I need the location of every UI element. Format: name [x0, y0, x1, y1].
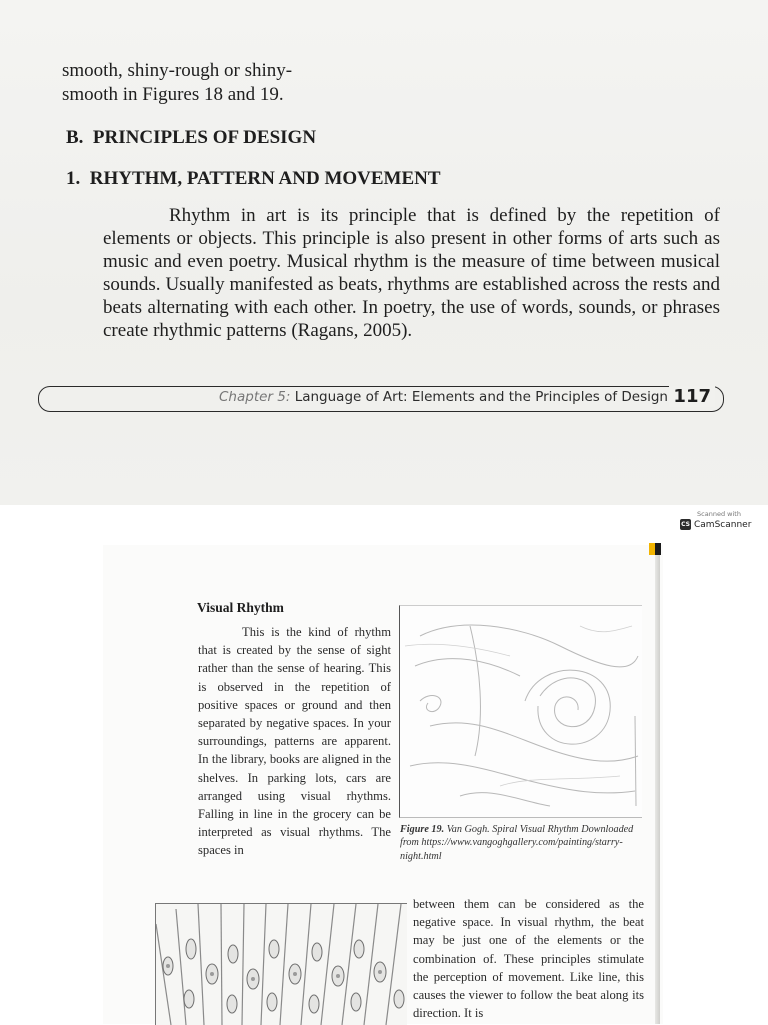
page-edge [655, 545, 660, 1024]
rhythm-paragraph-text: Rhythm in art is its principle that is defined by the repetition of elements or objects. This principle is also present in other forms of arts such as music and even poetry. Musical rhythm is the measure of time between musical sounds. Usually manifested as beats, rhythms are established across the rests and beats alternating with each other. In poetry, the use of words, sounds, or phrases create rhythmic patterns (Ragans, 2005). [103, 205, 720, 341]
camscanner-name: CamScanner [694, 519, 752, 530]
repeating-pattern-image [155, 903, 407, 1025]
figure-caption-label: Figure 19. [400, 824, 445, 835]
section-heading: B. PRINCIPLES OF DESIGN [66, 127, 317, 148]
figure-caption [400, 823, 648, 863]
visual-rhythm-right-column: between them can be considered as the negative space. In visual rhythm, the beat may be just one of the elements or the combination of. These principles stimulate the perception of movement. Like line, this causes the viewer to follow the beat along its direction. It is [413, 897, 644, 1021]
page-tab-mark-dark [655, 543, 661, 555]
camscanner-logo-icon: CS [681, 521, 690, 528]
subsection-heading: 1. RHYTHM, PATTERN AND MOVEMENT [66, 168, 441, 189]
left-column-text: This is the kind of rhythm that is created by the sense of sight rather than the sense of hearing. This is observed in the repetition of positive spaces or ground and then separated by negative spaces. In your surroundings, patterns are apparent. In the library, books are aligned in the shelves. In parking lots, cars are arranged using visual rhythms. Falling in line in the grocery can be interpreted as visual rhythms. The spaces in [198, 625, 391, 858]
visual-rhythm-title: Visual Rhythm [197, 600, 284, 615]
spiral-sketch-image [400, 606, 642, 817]
footer-chapter-title: Language of Art: Elements and the Principles of Design [294, 389, 668, 405]
footer-chapter-prefix: Chapter 5: [219, 389, 295, 405]
text-line-2: smooth in Figures 18 and 19. [62, 84, 284, 105]
page-number: 117 [669, 386, 715, 407]
visual-rhythm-left-column [198, 623, 391, 860]
pattern-illustration [156, 904, 407, 1025]
chapter-footer [219, 389, 714, 405]
starry-night-figure [399, 605, 642, 818]
figure-caption-text: Van Gogh. Spiral Visual Rhythm Downloaded from https://www.vangoghgallery.com/painting/starry-night.html [400, 824, 634, 862]
text-line-1: smooth, shiny-rough or shiny- [62, 60, 293, 81]
scanned-with-label: Scanned with [697, 510, 741, 518]
rhythm-paragraph [103, 204, 720, 342]
camscanner-badge [680, 510, 758, 530]
